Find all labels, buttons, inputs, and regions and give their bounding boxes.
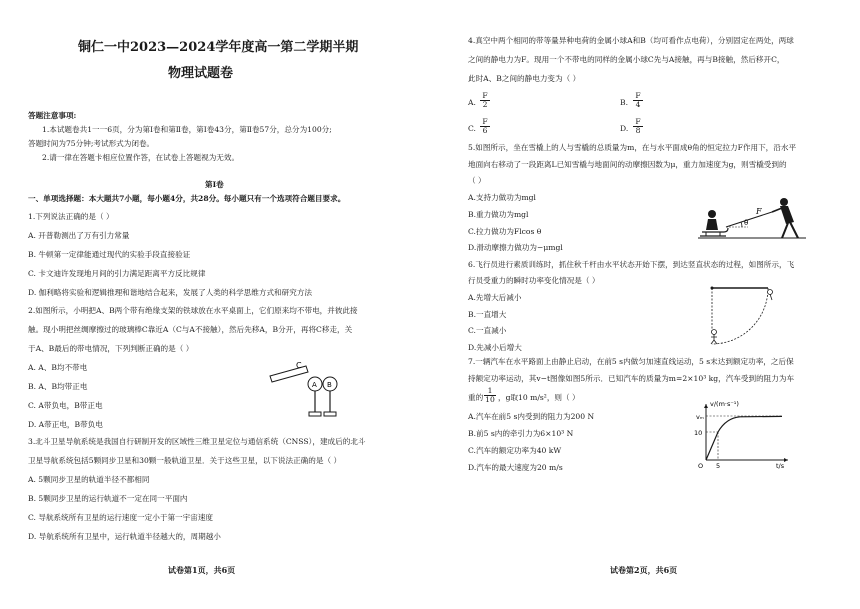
q7-option-c: C.汽车的额定功率为40 kW (468, 446, 562, 455)
q4-a-numerator: F (482, 91, 488, 100)
glass-rod-c (270, 366, 308, 382)
q4-d-numerator: F (635, 117, 641, 126)
q6-option-b: B.一直增大 (468, 310, 507, 319)
q7-fraction (484, 387, 496, 404)
label-f: F (756, 207, 762, 216)
graph-tick-5: 5 (716, 462, 721, 470)
q2-figure (262, 362, 362, 422)
q4-b-denominator: 4 (633, 100, 643, 109)
pilot-figure-end (768, 290, 773, 301)
q7-option-a: A.汽车在前5 s内受到的阻力为200 N (468, 412, 595, 421)
q2-stem-line1: 2.如图所示，小明把A、B两个带有绝缘支架的铁球放在水平桌面上，它们原来均不带电，并彼此接 (28, 306, 358, 315)
notice-1b: 答题时间为75分钟;考试形式为闭卷。 (28, 139, 155, 148)
q4-c-denominator: 6 (480, 126, 490, 135)
page-right (430, 0, 860, 609)
q5-stem-line3: （ ） (468, 176, 486, 185)
graph-vm-label: vₘ (696, 413, 704, 421)
exam-subtitle: 物理试题卷 (168, 66, 234, 81)
sled-with-rider (700, 210, 728, 236)
q7-stem-line3-suffix: ，g取10 m/s²，则（ ） (498, 393, 580, 402)
q1-option-c: C. 卡文迪许发现地月间的引力满足距离平方反比规律 (28, 269, 206, 278)
q7-fraction-numerator: 1 (487, 386, 493, 395)
label-a: A (312, 381, 317, 389)
q4-stem-line1: 4.真空中两个相同的带等量异种电荷的金属小球A和B（均可看作点电荷），分别固定在两处，两球 (468, 36, 794, 45)
rope-line (726, 212, 772, 227)
q4-option-b-fraction (633, 92, 643, 109)
part-1-heading: 第Ⅰ卷 (205, 180, 224, 189)
q6-stem-line1: 6.飞行员进行素质训练时，抓住秋千杆由水平状态开始下摆，到达竖直状态的过程，如图所示，飞 (468, 260, 795, 269)
label-b: B (327, 381, 332, 389)
graph-y-label: v/(m·s⁻¹) (710, 400, 739, 408)
swing-arc (712, 288, 768, 344)
q3-option-d: D. 导航系统所有卫星中，运行轨道半径越大的，周期越小 (28, 532, 221, 541)
q7-stem-line1: 7.一辆汽车在水平路面上由静止启动，在前5 s内做匀加速直线运动，5 s末达到额定功率，之后保 (468, 357, 794, 366)
q4-option-a-fraction (480, 92, 490, 109)
graph-x-label: t/s (776, 462, 785, 470)
q1-option-a: A. 开普勒测出了万有引力常量 (28, 231, 130, 240)
q1-stem: 1.下列说法正确的是（ ） (28, 212, 114, 221)
pulling-person (772, 198, 798, 238)
label-c: C (296, 361, 302, 370)
graph-curve (706, 416, 782, 460)
graph-origin-label: O (698, 462, 704, 470)
page-footer-left: 试卷第1页，共6页 (168, 565, 236, 575)
q4-stem-line2: 之间的静电力为F。现用一个不带电的同样的金属小球C先与A接触，再与B接触，然后移开C， (468, 55, 785, 64)
q4-option-c-fraction (480, 118, 490, 135)
q6-figure (708, 282, 778, 346)
label-theta: θ (744, 219, 749, 227)
exam-title: 铜仁一中2023—2024学年度高一第二学期半期 (78, 40, 359, 55)
q7-fraction-denominator: 10 (485, 395, 495, 404)
q4-option-d-label: D. (620, 124, 629, 133)
q4-option-c-label: C. (468, 124, 476, 133)
q6-stem-line2: 行员受重力的瞬时功率变化情况是（ ） (468, 276, 600, 285)
q1-option-b: B. 牛顿第一定律能通过现代的实验手段直接验证 (28, 250, 191, 259)
q7-option-d: D.汽车的最大速度为20 m/s (468, 463, 563, 472)
q7-option-b: B.前5 s内的牵引力为6×10³ N (468, 429, 574, 438)
q6-option-c: C.一直减小 (468, 326, 507, 335)
q5-option-b: B.重力做功为mgl (468, 210, 529, 219)
q6-option-d: D.先减小后增大 (468, 343, 522, 352)
q2-option-a: A. A、B均不带电 (28, 363, 88, 372)
q3-stem-line2: 卫星导航系统包括5颗同步卫星和30颗一般轨道卫星．关于这些卫星，以下说法正确的是（ ） (28, 456, 342, 465)
q4-b-numerator: F (635, 91, 641, 100)
q5-figure (698, 194, 808, 244)
q4-option-d-fraction (633, 118, 643, 135)
q6-option-a: A.先增大后减小 (468, 293, 522, 302)
q2-option-c: C. A带负电，B带正电 (28, 401, 103, 410)
q7-stem-line3-prefix: 重的 (468, 393, 484, 402)
q4-c-numerator: F (482, 117, 488, 126)
q4-a-denominator: 2 (480, 100, 490, 109)
q4-d-denominator: 8 (633, 126, 643, 135)
q4-option-a-label: A. (468, 98, 476, 107)
section-1-heading: 一、单项选择题：本大题共7小题，每小题4分，共28分。每小题只有一个选项符合题目要求。 (28, 194, 346, 203)
q2-option-b: B. A、B均带正电 (28, 382, 88, 391)
q2-stem-line2: 触。现小明把丝绸摩擦过的玻璃棒C靠近A（C与A不接触），然后先移A，B分开，再将C移走，关 (28, 325, 353, 334)
q5-stem-line1: 5.如图所示，坐在雪橇上的人与雪橇的总质量为m，在与水平面成θ角的恒定拉力F作用下，沿水平 (468, 143, 797, 152)
q5-option-a: A.支持力做功为mgl (468, 193, 536, 202)
q3-stem-line1: 3.北斗卫星导航系统是我国自行研制开发的区域性三维卫星定位与通信系统（CNSS），建成后的北斗 (28, 437, 366, 446)
q4-stem-line3: 此时A、B之间的静电力变为（ ） (468, 74, 581, 83)
graph-tick-10: 10 (694, 429, 703, 437)
q2-stem-line3: 于A、B最后的带电情况，下列判断正确的是（ ） (28, 344, 194, 353)
notice-2: 2.请一律在答题卡相应位置作答，在试卷上答题视为无效。 (42, 153, 240, 162)
q3-option-c: C. 导航系统所有卫星的运行速度一定小于第一宇宙速度 (28, 513, 214, 522)
q1-option-d: D. 伽利略将实验和逻辑推理和谐地结合起来，发展了人类的科学思维方式和研究方法 (28, 288, 313, 297)
q7-vt-graph (692, 398, 792, 474)
notice-1a: 1.本试题卷共1一一6页，分为第Ⅰ卷和第Ⅱ卷，第Ⅰ卷43分，第Ⅱ卷57分，总分为100分; (42, 125, 332, 134)
notice-heading: 答题注意事项: (28, 111, 77, 120)
q4-option-b-label: B. (620, 98, 628, 107)
q5-stem-line2: 地面向右移动了一段距离L已知雪橇与地面间的动摩擦因数为μ，重力加速度为g，则雪橇受到的 (468, 160, 787, 169)
q2-option-d: D. A带正电，B带负电 (28, 420, 103, 429)
q5-option-c: C.拉力做功为Flcos θ (468, 227, 542, 236)
pilot-figure-bottom (711, 330, 717, 345)
q7-stem-line2: 持额定功率运动，其v−t图像如图5所示．已知汽车的质量为m=2×10³ kg，汽车受到的阻力为车 (468, 374, 795, 383)
q5-option-d: D.滑动摩擦力做功为−μmgl (468, 243, 563, 252)
q3-option-b: B. 5颗同步卫星的运行轨道不一定在同一平面内 (28, 494, 188, 503)
page-footer-right: 试卷第2页，共6页 (610, 565, 678, 575)
q3-option-a: A. 5颗同步卫星的轨道半径不都相同 (28, 475, 150, 484)
